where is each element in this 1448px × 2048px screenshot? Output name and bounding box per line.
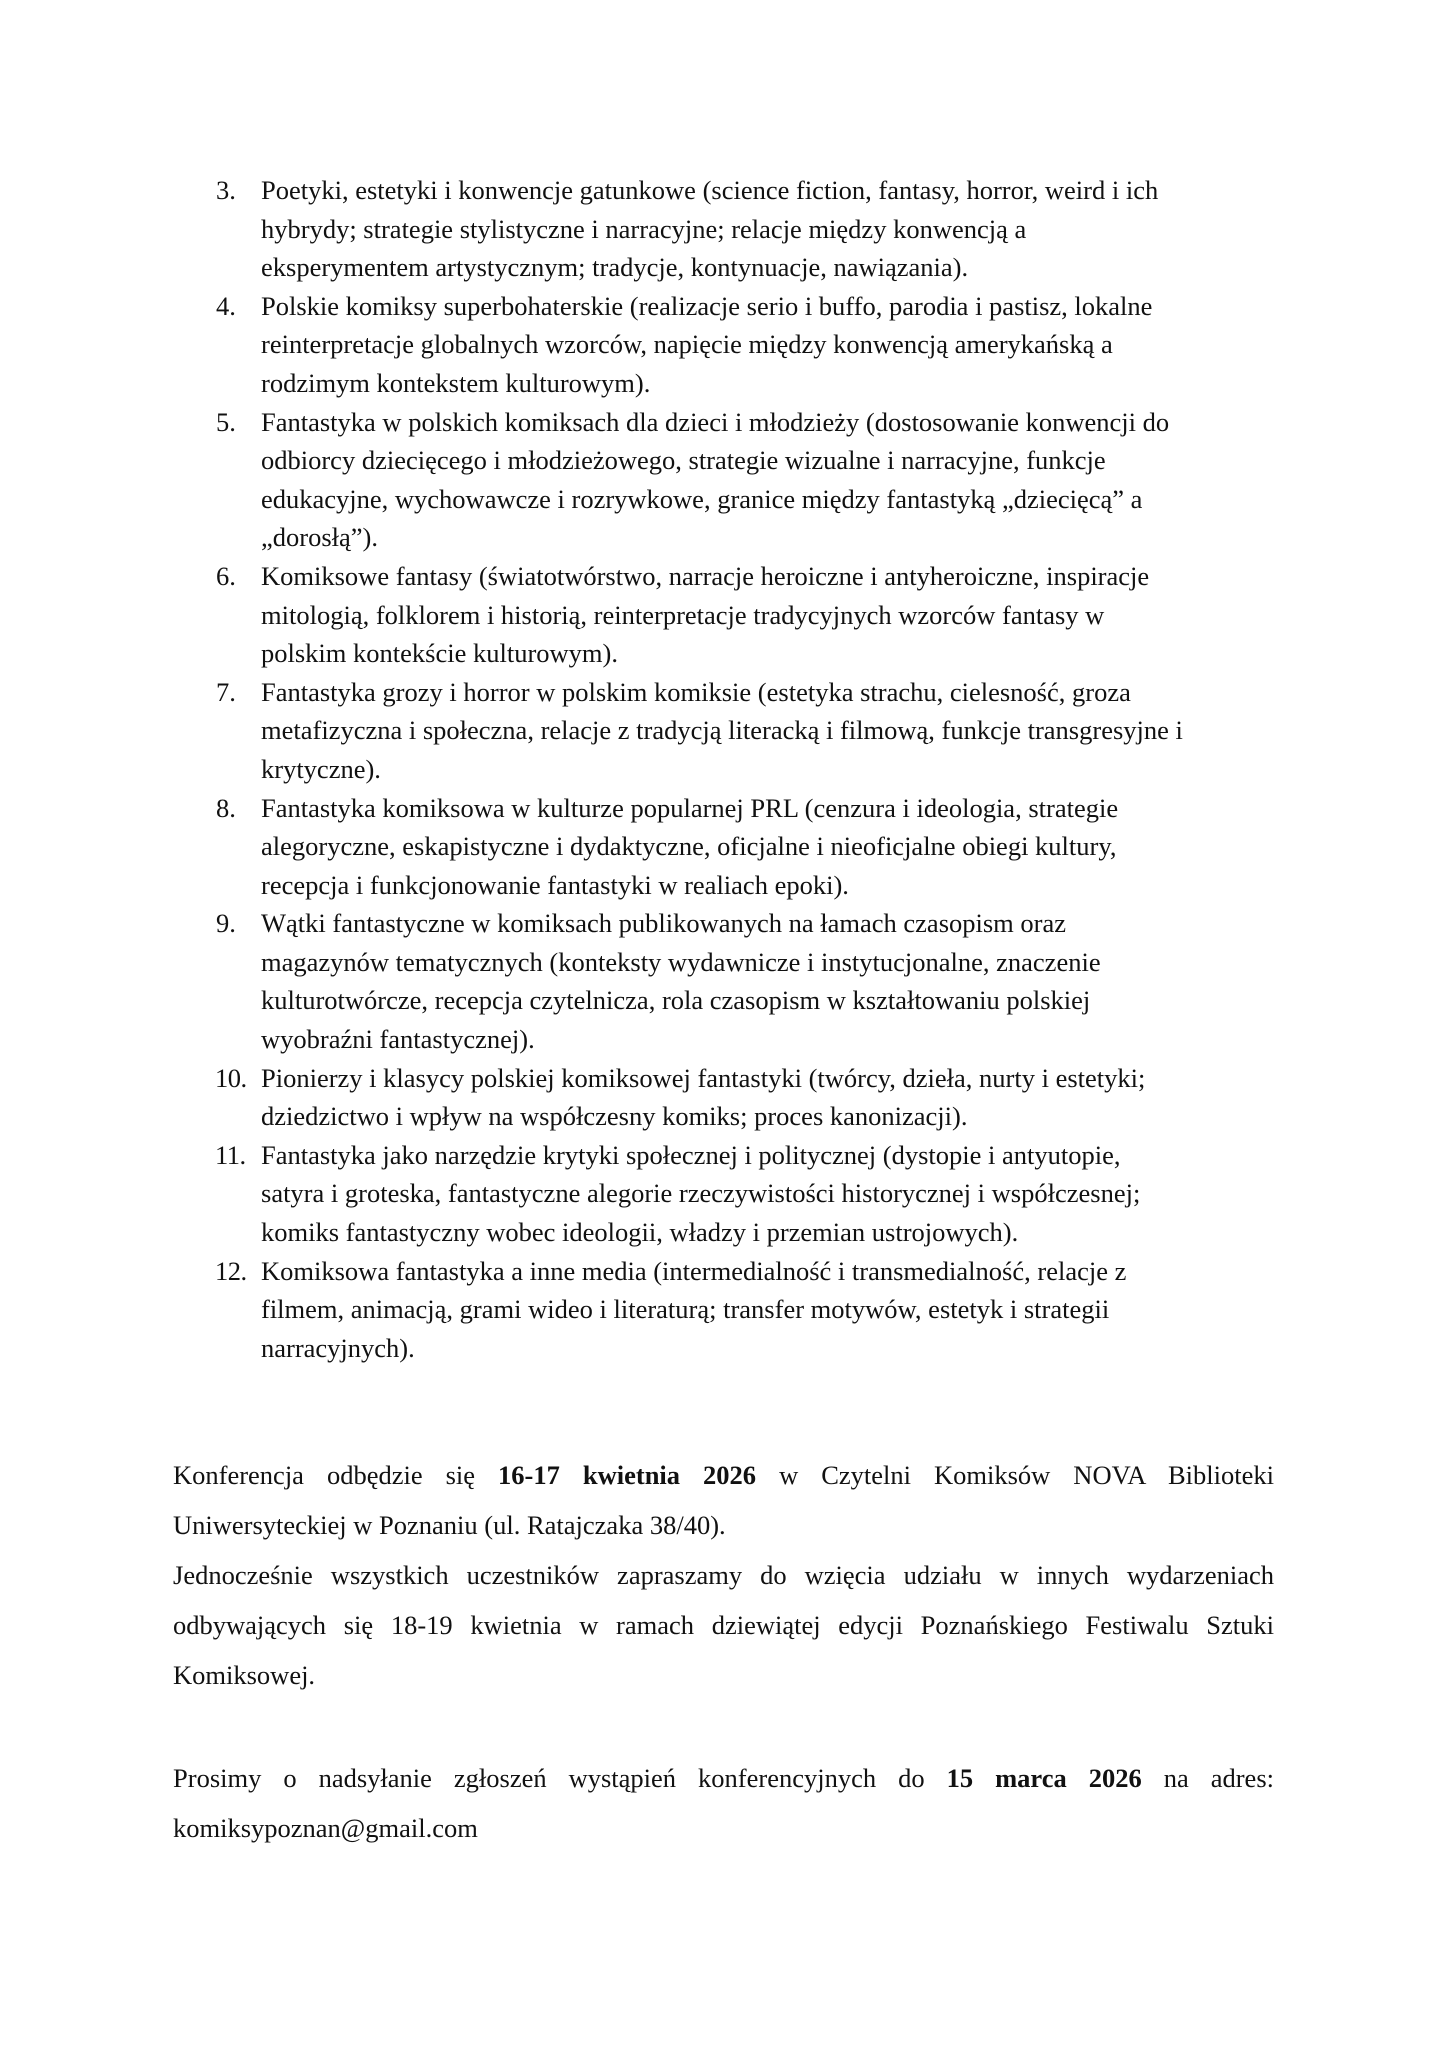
topic-text-line: komiks fantastyczny wobec ideologii, władzy i przemian ustrojowych). — [261, 1217, 1019, 1248]
topic-text-line: dziedzictwo i wpływ na współczesny komiks; proces kanonizacji). — [261, 1101, 968, 1132]
topic-item — [0, 1252, 1448, 1368]
topic-item — [0, 171, 1448, 287]
topic-text-line: krytyczne). — [261, 753, 381, 784]
topic-item — [0, 1136, 1448, 1252]
topic-text-line: alegoryczne, eskapistyczne i dydaktyczne, oficjalne i nieoficjalne obiegi kultury, — [261, 831, 1117, 862]
venue-address-line: Uniwersyteckiej w Poznaniu (ul. Ratajczaka 38/40). — [173, 1510, 726, 1540]
topic-text-line: Komiksowa fantastyka a inne media (intermedialność i transmedialność, relacje z — [261, 1255, 1127, 1286]
conference-venue-paragraph — [173, 1450, 1274, 1700]
topic-number: 4. — [216, 290, 236, 321]
topic-item — [0, 673, 1448, 789]
topic-number: 9. — [216, 908, 236, 939]
topic-item — [0, 403, 1448, 557]
topic-number: 7. — [216, 676, 236, 707]
topic-text-line: edukacyjne, wychowawcze i rozrywkowe, granice między fantastyką „dziecięcą” a — [261, 483, 1143, 514]
topic-text-line: mitologią, folklorem i historią, reinterpretacje tradycyjnych wzorców fantasy w — [261, 599, 1105, 630]
topic-text-line: eksperymentem artystycznym; tradycje, kontynuacje, nawiązania). — [261, 252, 969, 283]
topic-number: 8. — [216, 792, 236, 823]
topic-text-line: metafizyczna i społeczna, relacje z tradycją literacką i filmową, funkcje transgresyjne i — [261, 715, 1183, 746]
topic-item — [0, 287, 1448, 403]
topic-item — [0, 904, 1448, 1058]
topic-text-line: recepcja i funkcjonowanie fantastyki w realiach epoki). — [261, 869, 849, 900]
festival-invite-line: Jednocześnie wszystkich uczestników zapraszamy do wzięcia udziału w innych wydarzeniach — [173, 1560, 1274, 1590]
topic-text-line: satyra i groteska, fantastyczne alegorie rzeczywistości historycznej i współczesnej; — [261, 1178, 1141, 1209]
topic-number: 6. — [216, 560, 236, 591]
topic-item — [0, 789, 1448, 905]
topic-item — [0, 1059, 1448, 1136]
topic-text-line: wyobraźni fantastycznej). — [261, 1024, 535, 1055]
topic-text-line: polskim kontekście kulturowym). — [261, 638, 618, 669]
venue-text: w Czytelni Komiksów NOVA Biblioteki — [756, 1460, 1274, 1490]
festival-invite-line: odbywających się 18-19 kwietnia w ramach dziewiątej edycji Poznańskiego Festiwalu Sztuki — [173, 1610, 1274, 1640]
topic-number: 12. — [215, 1255, 247, 1286]
topic-text-line: odbiorcy dziecięcego i młodzieżowego, strategie wizualne i narracyjne, funkcje — [261, 445, 1106, 476]
topic-number: 11. — [215, 1139, 246, 1170]
topic-text-line: Fantastyka jako narzędzie krytyki społecznej i politycznej (dystopie i antyutopie, — [261, 1139, 1121, 1170]
topic-text-line: kulturotwórcze, recepcja czytelnicza, rola czasopism w kształtowaniu polskiej — [261, 985, 1091, 1016]
topic-text-line: narracyjnych). — [261, 1332, 415, 1363]
topic-text-line: Fantastyka grozy i horror w polskim komiksie (estetyka strachu, cielesność, groza — [261, 676, 1131, 707]
venue-line — [173, 1450, 1274, 1500]
topic-number: 5. — [216, 406, 236, 437]
topic-text-line: Polskie komiksy superbohaterskie (realizacje serio i buffo, parodia i pastisz, lokalne — [261, 290, 1153, 321]
conference-topics-list — [0, 171, 1448, 1367]
submission-text: Prosimy o nadsyłanie zgłoszeń wystąpień konferencyjnych do — [173, 1763, 947, 1793]
topic-text-line: rodzimym kontekstem kulturowym). — [261, 367, 651, 398]
topic-text-line: Fantastyka komiksowa w kulturze popularnej PRL (cenzura i ideologia, strategie — [261, 792, 1119, 823]
topic-text-line: filmem, animacją, grami wideo i literaturą; transfer motywów, estetyk i strategii — [261, 1294, 1110, 1325]
topic-item — [0, 557, 1448, 673]
topic-text-line: hybrydy; strategie stylistyczne i narracyjne; relacje między konwencją a — [261, 213, 1027, 244]
conference-dates: 16-17 kwietnia 2026 — [498, 1460, 757, 1490]
topic-text-line: Poetyki, estetyki i konwencje gatunkowe (science fiction, fantasy, horror, weird i ich — [261, 175, 1159, 205]
submission-line — [173, 1753, 1274, 1803]
submission-text: na adres: — [1141, 1763, 1274, 1793]
venue-text: Konferencja odbędzie się — [173, 1460, 499, 1490]
topic-text-line: Fantastyka w polskich komiksach dla dzieci i młodzieży (dostosowanie konwencji do — [261, 406, 1170, 437]
topic-text-line: magazynów tematycznych (konteksty wydawnicze i instytucjonalne, znaczenie — [261, 946, 1101, 977]
festival-invite-line: Komiksowej. — [173, 1660, 316, 1690]
submission-deadline: 15 marca 2026 — [946, 1763, 1142, 1793]
topic-text-line: reinterpretacje globalnych wzorców, napięcie między konwencją amerykańską a — [261, 329, 1113, 360]
topic-text-line: Pionierzy i klasycy polskiej komiksowej fantastyki (twórcy, dzieła, nurty i estetyki; — [261, 1062, 1146, 1093]
topic-text-line: Komiksowe fantasy (światotwórstwo, narracje heroiczne i antyheroiczne, inspiracje — [261, 560, 1150, 591]
submission-paragraph — [173, 1753, 1274, 1853]
topic-text-line: „dorosłą”). — [261, 522, 378, 553]
topic-number: 10. — [215, 1062, 247, 1093]
topic-text-line: Wątki fantastyczne w komiksach publikowanych na łamach czasopism oraz — [261, 908, 1067, 939]
contact-email[interactable]: komiksypoznan@gmail.com — [173, 1813, 478, 1843]
topic-number: 3. — [216, 175, 236, 205]
